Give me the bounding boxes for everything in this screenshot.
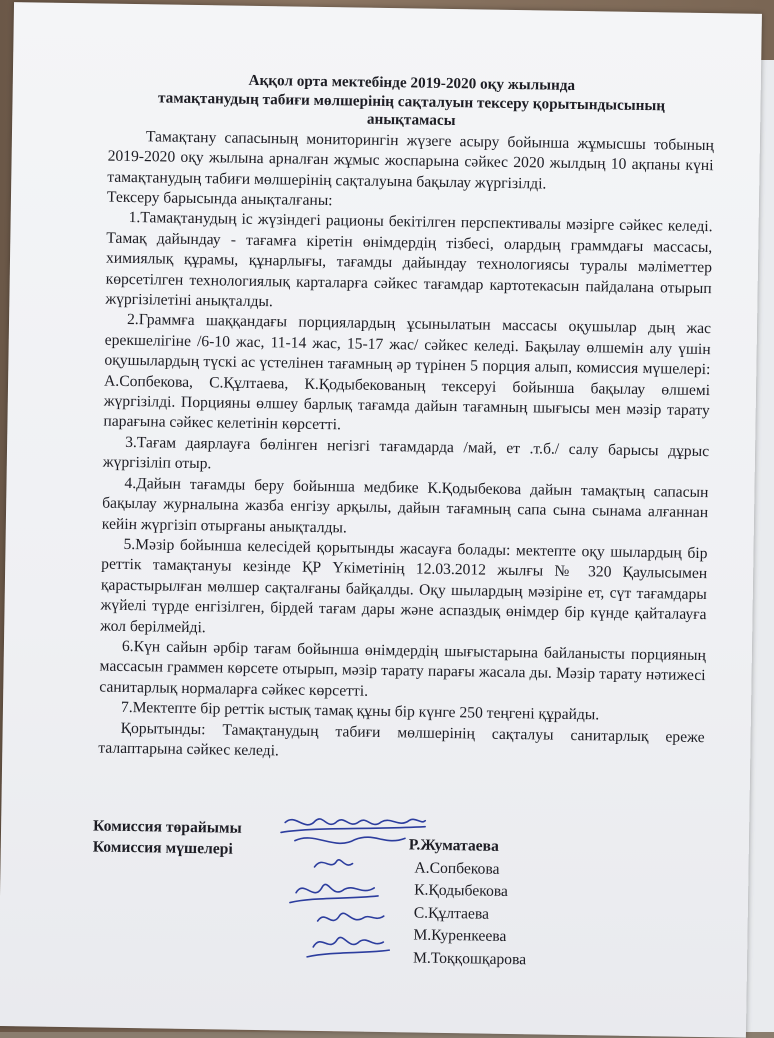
finding-item-7: 7.Мектепте бір реттік ыстық тамақ құны бір күнге 250 теңгені құрайды.	[120, 699, 600, 724]
members-label: Комиссия мүшелері	[92, 838, 233, 858]
signature-names	[408, 835, 528, 972]
member-name-3: С.Құлтаева	[413, 904, 490, 923]
member-name-4: М.Куренкеева	[413, 926, 507, 946]
finding-item-4: 4.Дайын тағамды беру бойынша медбике К.Қодыбекова дайын тамақтың сапасын бақылау журналына жазба енгізу арқылы, дайын тағамның сапа сына сынама алғаннан кейін жүргізіп отырғаны анықталды.	[101, 474, 709, 536]
title-line-2: тамақтанудың табиғи мөлшерінің сақталуын тексеру қорытындысының	[157, 88, 666, 114]
signature-labels	[93, 815, 242, 859]
finding-item-6: 6.Күн сайын әрбір тағам бойынша өнімдердің шығыстарына байланысты порцияның массасын граммен көрсете отырып, мәзір тарату парағы жасала ды. Мәзір тарату нәтижесі санитарлық нормаларға сәйкес көрсетті.	[99, 637, 707, 700]
finding-item-3: 3.Тағам даярлауға бөлінген негізгі тағамдарда /май, ет .т.б./ салу барысы дұрыс жүргізіліп отыр.	[102, 433, 710, 473]
title-line-1: Аққол орта мектебінде 2019-2020 оқу жылында	[248, 71, 576, 94]
finding-item-2: 2.Граммға шаққандағы порциялардың ұсынылатын массасы оқушылар дың жас ерекшелігіне /6-10 жас, 11-14 жас, 15-17 жас/ сәйкес келеді. Бақылау өлшемін алу үшін оқушылардың түскі ас үстелінен тағамның әр түрінен 5 порция алып, комиссия мүшелері: А.Сопбекова, С.Құлтаева, К.Қодыбекованың тексеруі бойынша бақылау өлшемі жүргізілді. Порцияны өлшеу барлық тағамда дайын тағамның шығысы мен мәзір тарату парағына сәйкес келетінін көрсетті.	[103, 311, 712, 434]
intro-paragraph: Тамақтану сапасының мониторингін жүзеге асыру бойынша жұмысшы тобының 2019-2020 оқу жылына арналған жұмыс жоспарына сәйкес 2020 жылдың 10 ақпаны күні тамақтанудың табиғи мөлшерінің сақталуына бақылау жүргізілді.	[107, 127, 715, 193]
member-name-1: А.Сопбекова	[414, 859, 500, 878]
title-line-3: анықтамасы	[366, 110, 456, 130]
chair-name: Р.Жуматаева	[408, 836, 499, 855]
finding-item-1: 1.Тамақтанудың іс жүзіндегі рационы бекітілген перспективалы мәзірге сәйкес келеді. Тамақ дайындау - тағамға кіретін өнімдердің тізбесі, олардың граммдағы массасы, химиялық құрамы, құнарлығы, тағамды дайындау технологиясы туралы мәліметтер көрсетілген технологиялық карталарға сәйкес тағамдар картотекасын пайдалана отырып жүргізілетіні анықталды.	[105, 209, 713, 311]
member-name-2: К.Қодыбекова	[414, 881, 509, 901]
chair-label: Комиссия төрайымы	[92, 817, 242, 837]
document-page	[0, 2, 762, 1038]
document-body	[98, 70, 715, 769]
signature-block	[91, 815, 653, 974]
conclusion-paragraph: Қорытынды: Тамақтанудың табиғи мөлшерінің сақталуы санитарлық ереже талаптарына сәйкес келеді.	[98, 719, 705, 760]
member-name-5: М.Тоққошқарова	[412, 949, 527, 969]
finding-item-5: 5.Мәзір бойынша келесідей қорытынды жасауға болады: мектепте оқу шылардың бір реттік тамақтануы кезінде ҚР Үкіметінің 12.03.2012 жылғы № 320 Қаулысымен қарастырылған мөлшер сақталғаны байқалды. Оқу шылардың мәзіріне ет, сүт тағамдары жүйелі түрде енгізілген, бірдей тағам дары және аспаздық өнімдер бір күнде қайталауға жол берілмейді.	[100, 535, 708, 636]
document-title	[108, 70, 715, 135]
findings-heading: Тексеру барысында анықталғаны:	[106, 188, 333, 210]
